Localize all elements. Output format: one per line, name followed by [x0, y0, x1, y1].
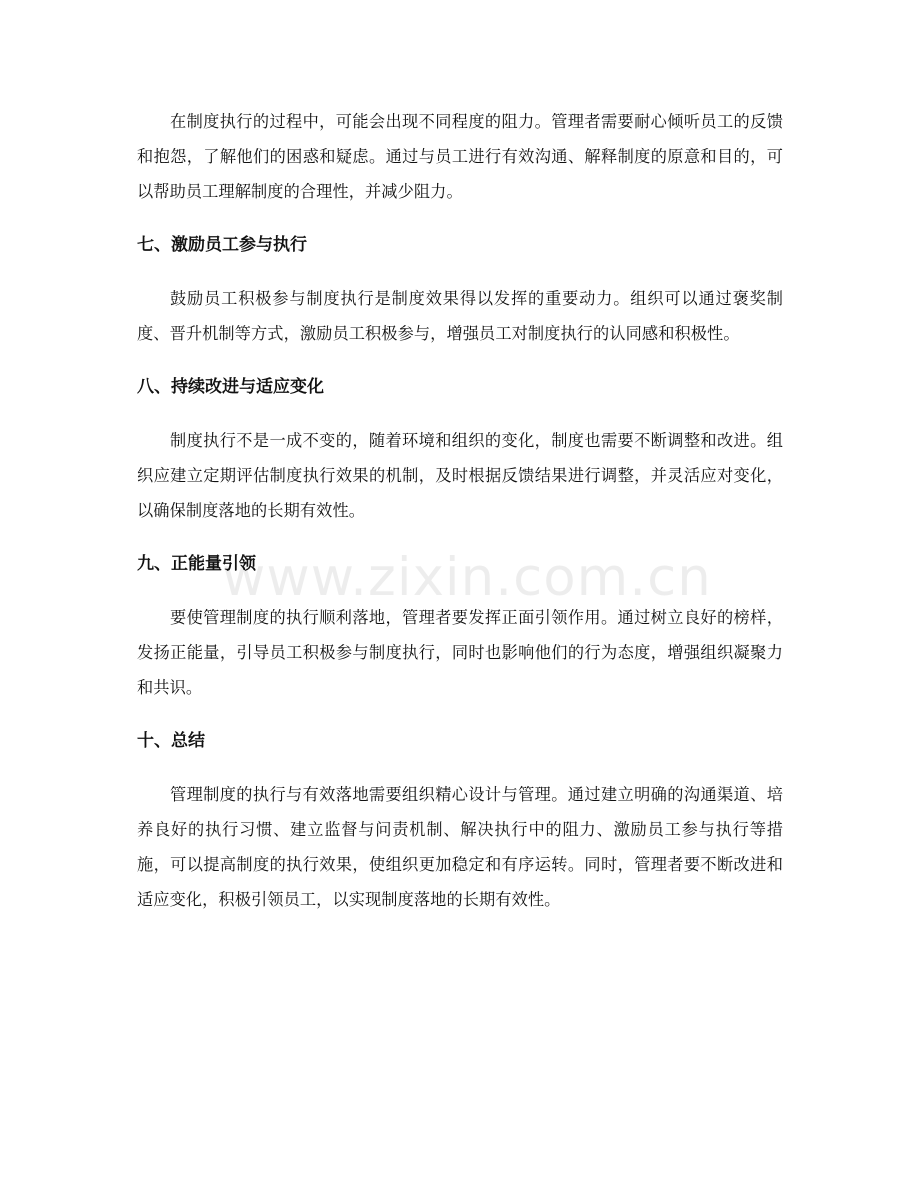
- section-paragraph-7: 鼓励员工积极参与制度执行是制度效果得以发挥的重要动力。组织可以通过褒奖制度、晋升机制等方式，激励员工积极参与，增强员工对制度执行的认同感和积极性。: [137, 289, 783, 343]
- spacer: [137, 705, 783, 728]
- intro-paragraph: 在制度执行的过程中，可能会出现不同程度的阻力。管理者需要耐心倾听员工的反馈和抱怨，了解他们的困惑和疑虑。通过与员工进行有效沟通、解释制度的原意和目的，可以帮助员工理解制度的合理性，并减少阻力。: [137, 112, 783, 201]
- document-body: [137, 104, 783, 917]
- spacer: [137, 209, 783, 232]
- section-heading-9: 九、正能量引领: [137, 554, 256, 574]
- section-heading-7: 七、激励员工参与执行: [137, 235, 307, 255]
- section-paragraph-8: 制度执行不是一成不变的，随着环境和组织的变化，制度也需要不断调整和改进。组织应建立定期评估制度执行效果的机制，及时根据反馈结果进行调整，并灵活应对变化，以确保制度落地的长期有效性。: [137, 431, 783, 520]
- section-heading-8: 八、持续改进与适应变化: [137, 377, 324, 397]
- section-paragraph-9: 要使管理制度的执行顺利落地，管理者要发挥正面引领作用。通过树立良好的榜样，发扬正能量，引导员工积极参与制度执行，同时也影响他们的行为态度，增强组织凝聚力和共识。: [137, 608, 783, 697]
- spacer: [137, 528, 783, 551]
- spacer: [137, 754, 783, 777]
- section-paragraph-10: 管理制度的执行与有效落地需要组织精心设计与管理。通过建立明确的沟通渠道、培养良好的执行习惯、建立监督与问责机制、解决执行中的阻力、激励员工参与执行等措施，可以提高制度的执行效果，使组织更加稳定和有序运转。同时，管理者要不断改进和适应变化，积极引领员工，以实现制度落地的长期有效性。: [137, 785, 783, 909]
- watermark-text: www.zixin.com.cn: [222, 547, 712, 608]
- spacer: [137, 577, 783, 600]
- spacer: [137, 400, 783, 423]
- spacer: [137, 258, 783, 281]
- section-heading-10: 十、总结: [137, 731, 205, 751]
- spacer: [137, 351, 783, 374]
